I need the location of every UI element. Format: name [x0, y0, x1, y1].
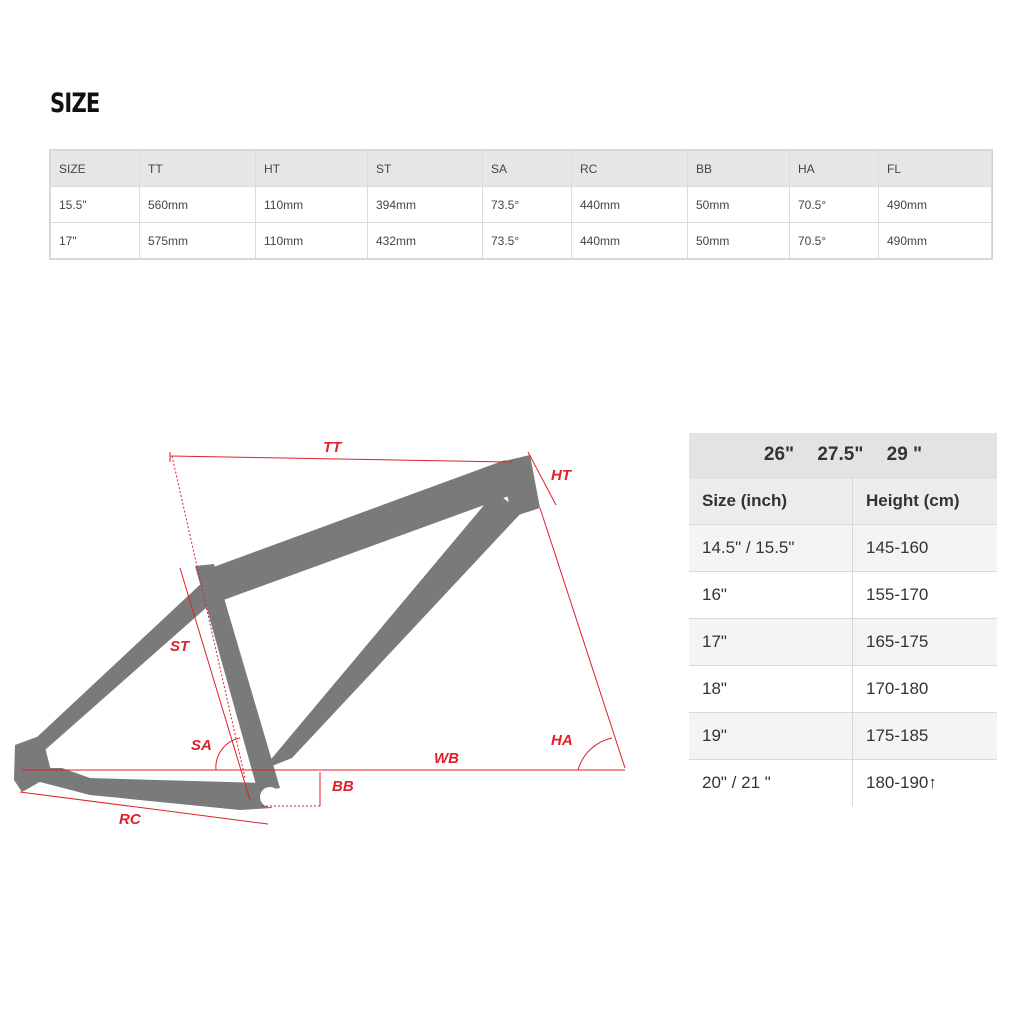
height-cell: 145-160 — [853, 525, 998, 572]
table-cell: 440mm — [572, 223, 688, 259]
table-row — [689, 666, 997, 713]
label-bb: BB — [332, 778, 354, 795]
page-title: SIZE — [50, 88, 100, 119]
table-row — [51, 187, 992, 223]
header-cell: TT — [140, 151, 256, 187]
header-cell: Size (inch) — [689, 478, 853, 525]
table-cell: 70.5° — [790, 223, 879, 259]
bottom-bracket-hole — [260, 787, 280, 807]
table-cell: 50mm — [688, 223, 790, 259]
size-cell: 14.5" / 15.5" — [689, 525, 853, 572]
table-cell: 73.5° — [483, 187, 572, 223]
table-cell: 575mm — [140, 223, 256, 259]
geometry-table — [50, 150, 992, 259]
header-cell: ST — [368, 151, 483, 187]
size-cell: 17" — [689, 619, 853, 666]
table-cell: 70.5° — [790, 187, 879, 223]
table-cell: 432mm — [368, 223, 483, 259]
wheel-size: 29 " — [886, 444, 923, 465]
label-tt: TT — [323, 439, 342, 456]
table-row — [689, 525, 997, 572]
header-cell: SA — [483, 151, 572, 187]
height-cell: 155-170 — [853, 572, 998, 619]
bike-frame — [14, 455, 540, 810]
height-cell: 175-185 — [853, 713, 998, 760]
table-cell: 17" — [51, 223, 140, 259]
table-cell: 490mm — [879, 223, 992, 259]
table-row — [689, 713, 997, 760]
table-row — [689, 619, 997, 666]
table-cell: 440mm — [572, 187, 688, 223]
size-cell: 19" — [689, 713, 853, 760]
size-cell: 20" / 21 " — [689, 760, 853, 807]
table-row — [689, 572, 997, 619]
header-cell: Height (cm) — [853, 478, 998, 525]
geometry-table-header — [51, 151, 992, 187]
rider-size-table — [689, 433, 997, 806]
table-cell: 110mm — [256, 223, 368, 259]
size-cell: 18" — [689, 666, 853, 713]
wheel-size-row — [689, 433, 997, 478]
header-cell: HT — [256, 151, 368, 187]
table-cell: 560mm — [140, 187, 256, 223]
label-ha: HA — [551, 732, 573, 749]
header-cell: BB — [688, 151, 790, 187]
header-cell: FL — [879, 151, 992, 187]
height-cell: 180-190↑ — [853, 760, 998, 807]
height-cell: 165-175 — [853, 619, 998, 666]
table-cell: 15.5" — [51, 187, 140, 223]
size-cell: 16" — [689, 572, 853, 619]
header-cell: RC — [572, 151, 688, 187]
wheel-sizes — [689, 433, 997, 478]
height-cell: 170-180 — [853, 666, 998, 713]
label-ht: HT — [551, 467, 571, 484]
table-cell: 73.5° — [483, 223, 572, 259]
table-row — [689, 760, 997, 807]
table-row — [51, 223, 992, 259]
label-wb: WB — [434, 750, 459, 767]
size-table-header — [689, 478, 997, 525]
table-cell: 394mm — [368, 187, 483, 223]
label-sa: SA — [191, 737, 212, 754]
table-cell: 50mm — [688, 187, 790, 223]
header-cell: HA — [790, 151, 879, 187]
wheel-size: 26" — [763, 444, 795, 465]
wheel-size: 27.5" — [817, 444, 864, 465]
header-cell: SIZE — [51, 151, 140, 187]
label-st: ST — [170, 638, 190, 655]
label-rc: RC — [119, 811, 141, 828]
frame-geometry-diagram — [0, 420, 680, 840]
table-cell: 110mm — [256, 187, 368, 223]
table-cell: 490mm — [879, 187, 992, 223]
